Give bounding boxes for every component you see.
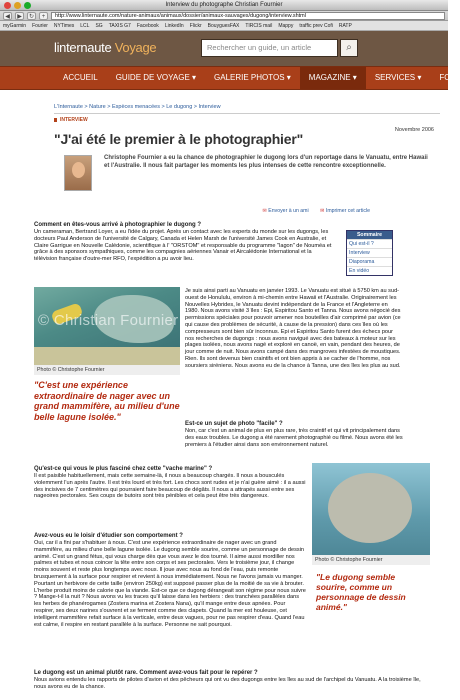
bookmark-item[interactable]: traffic prev Cofi <box>299 22 333 29</box>
nav-item-galerie[interactable]: GALERIE PHOTOS ▾ <box>214 73 291 82</box>
nav-item-accueil[interactable]: ACCUEIL <box>63 73 98 82</box>
bookmarks-bar <box>0 21 448 31</box>
sommaire-item[interactable]: En vidéo <box>347 266 392 275</box>
bookmark-item[interactable]: myGarmin <box>3 22 27 29</box>
breadcrumb-item[interactable]: L'Internaute <box>54 104 83 110</box>
sommaire-box <box>346 230 393 276</box>
dugong-photo <box>312 463 430 555</box>
nav-item-guide[interactable]: GUIDE DE VOYAGE ▾ <box>115 73 197 82</box>
breadcrumb-item[interactable]: Interview <box>198 104 221 110</box>
section-5 <box>34 670 434 691</box>
bookmark-item[interactable]: Facebook <box>136 22 159 29</box>
window-title: Interview du photographe Christian Fournier <box>165 2 283 8</box>
bookmark-item[interactable]: RATP <box>338 22 352 29</box>
pull-quote: "C'est une expérience extraordinaire de nager avec un grand mammifère, au milieu d'une belle lagune isolée." <box>34 380 180 422</box>
answer: Nous avions entendu les rapports de pilotes d'avion et des pêcheurs qui ont vu des dugongs entre les îles au sud de l'archipel du Vanuatu. A la troisième île, nous avons eu de la chance. <box>34 677 421 690</box>
nav-item-more[interactable]: FO <box>439 73 451 82</box>
bookmark-item[interactable]: SG <box>95 22 103 29</box>
photo-caption: Photo © Christophe Fournier <box>34 365 180 375</box>
minimize-window-icon[interactable] <box>14 2 21 9</box>
question: Est-ce un sujet de photo "facile" ? <box>185 421 283 427</box>
answer: Non, car c'est un animal de plus en plus rare, très craintif et qui vit principalement dans des eaux troubles. Le dugong a été rarement photographié ou filmé. Nous avons été les premiers à l'étudier ainsi dans son environnement naturel. <box>185 428 403 448</box>
section-1b <box>185 288 403 370</box>
bookmark-item[interactable]: NYTimes <box>53 22 75 29</box>
add-icon[interactable]: + <box>39 12 48 20</box>
intro-box <box>54 155 440 191</box>
section-1 <box>34 222 334 263</box>
answer: Il est paisible habituellement, mais cette semaine-là, il nous a beaucoup chargés. Il nous a bousculés violemment l'un après l'autre. Il est très lourd et très fort. Les chocs sont rudes et je n'ai guère aimé : il a aussi des incisives de 7 centimètres qui pourraient faire beaucoup de dégâts. Il nous a attrapés aussi entre ses nageoires pectorales. Ses coups de butoirs sont très pénibles et cela peut être très dangereux. <box>34 473 306 500</box>
close-window-icon[interactable] <box>4 2 11 9</box>
section-tag: INTERVIEW <box>54 117 440 123</box>
question: Comment en êtes-vous arrivé à photographier le dugong ? <box>34 222 202 228</box>
print-link[interactable]: ✉ Imprimer cet article <box>320 208 370 214</box>
answer: Oui, car il a fini par s'habituer à nous. C'est une expérience extraordinaire de nager avec un grand mammifère, au milieu d'une belle lagune isolée. Le dugong semble sourire, comme un personnage de dessin animé. C'est un grand fétus, qui vous charge dès que vous avez le dos tourné. Il aime aussi mordiller nos palmes et tubes et nous coincer la tête entre son corps et ses pectorales. Vers le troisième jour, il change moins souvent et reste plus longtemps avec nous. Il joue avec nous au fond de l'eau, puis remonte brusquement à la surface pour respirer et revient à nous immédiatement. Nous ne l'avons jamais vu manger. Pourtant un herbivore de cette taille (environ 250kg) est supposé passer plus de la moitié de sa vie à brouter. L'herbe produit moins de calorie que la viande. Est-ce que ce dugong dérangeait son régime pour nous suivre ? Mange-t-il la nuit ? Nous avons vu les traces qu'il laisse dans les herbiers : des tranchées parallèles dans les herbes de phanérogames (Zostera marina et Zostera Nana), qu'il mange entre deux apnées. Pour respirer, ses deux narines s'ouvrent et se ferment comme des clapets. Quand la mer est houleuse, cet intelligent mammifère refait surface à la verticale, entre deux vagues, pour ne pas respirer d'eau. Quand l'eau est calme, il respire en restant parallèle à la surface. Personne ne sait pourquoi. <box>34 540 306 628</box>
sommaire-item[interactable]: Diaporama <box>347 257 392 266</box>
window-titlebar <box>0 0 448 11</box>
article-title: "J'ai été le premier à le photographier" <box>54 131 304 147</box>
diver-dugong-photo <box>34 287 180 365</box>
article-tools <box>54 208 370 214</box>
bookmark-item[interactable]: TIRCIS mail <box>245 22 273 29</box>
email-link[interactable]: ✉ Envoyer à un ami <box>262 208 308 214</box>
divider <box>54 113 440 114</box>
question: Qu'est-ce qui vous le plus fasciné chez cette "vache marine" ? <box>34 466 213 472</box>
browser-toolbar <box>0 11 448 21</box>
bookmark-item[interactable]: TAXIS G7 <box>108 22 131 29</box>
nav-item-magazine[interactable]: MAGAZINE ▾ <box>300 67 366 89</box>
address-bar[interactable]: http://www.linternaute.com/nature-animaux/animaux/dossier/animaux-sauvages/dugong/interview.shtml <box>51 12 445 20</box>
section-4 <box>34 533 306 628</box>
bookmark-item[interactable]: Fourier <box>32 22 48 29</box>
article-date: Novembre 2006 <box>394 127 434 133</box>
author-portrait <box>64 155 92 191</box>
window-controls[interactable] <box>4 2 31 9</box>
section-2 <box>185 421 403 448</box>
bookmark-item[interactable]: LCL <box>80 22 90 29</box>
answer: Je suis ainsi parti au Vanuatu en janvier 1993. Le Vanuatu est situé à 5750 km au sud-ouest de Honululu, environ à mi-chemin entre Hawaii et l'Australie. Originairement les Nouvelles Hybrides, le Vanuatu devint indépendant de la France et l'Angleterre en 1980. Nous avons visité 3 îles : Epi, Espiritou Santo et Tanna. Nous avons négocié des permissions spéciales pour pouvoir amener nos bouteilles d'air comprimé par avion (ce qui cause des problèmes de sécurité, à cause de la pression) dans ces îles où les compresseurs sont bien sûr inconnus. Epi et Espiritou Santo furent des échecs pour nos recherches de dugongs : nous avons navigué avec des bateaux à moteur sur les plages isolées, nous avons nagé et exploré en canoë, en vain, pendant des heures, de jour comme de nuit. Nous avons campé dans des mangroves infestées de moustiques. Rien. Ils sont devenus bien craintifs et ont bien appris à se cacher de l'homme, nos soursiers siréniens. Nous avons eu de la chance à Tanna, une des îles les plus au sud. <box>185 288 401 369</box>
question: Avez-vous eu le loisir d'étudier son comportement ? <box>34 533 183 539</box>
watermark: © Christian Fournier <box>38 312 179 329</box>
section-3 <box>34 466 306 500</box>
forward-icon[interactable]: ▶ <box>15 12 24 20</box>
main-nav <box>0 66 451 90</box>
question: Le dugong est un animal plutôt rare. Comment avez-vous fait pour le repérer ? <box>34 670 258 676</box>
nav-item-services[interactable]: SERVICES ▾ <box>374 73 422 82</box>
bookmark-item[interactable]: LinkedIn <box>164 22 184 29</box>
answer: Un cameraman, Bertrand Loyer, a eu l'idée du projet. Après un contact avec les experts du monde sur les dugongs, les docteurs Paul Anderson de l'université de Calgary, Canada et Helen Marsh de l'université James Cook en Australie, et Claire Garrigue en Nouvelle Calédonie, scientifique à l' "ORSTOM" et responsable du programme "lagon" de Nouméa et grâce à des sponsors sympathiques, comme les compagnies aériennes Vanair et Aircalédonie International et la télévision française d'outre-mer RFO, l'expédition a pu avoir lieu. <box>34 229 332 263</box>
pull-quote: "Le dugong semble sourire, comme un personnage de dessin animé." <box>316 572 406 612</box>
photo-caption: Photo © Christophe Fournier <box>312 555 430 565</box>
sommaire-item[interactable]: Interview <box>347 248 392 257</box>
sommaire-title: Sommaire <box>347 231 392 239</box>
bookmark-item[interactable]: Mappy <box>278 22 294 29</box>
sommaire-item[interactable]: Qui est-il ? <box>347 239 392 248</box>
article-container <box>54 100 440 214</box>
bookmark-item[interactable]: BouyguesFAX <box>207 22 240 29</box>
search-input[interactable]: Rechercher un guide, un article <box>201 39 338 57</box>
zoom-window-icon[interactable] <box>24 2 31 9</box>
breadcrumb-item[interactable]: Nature <box>89 104 106 110</box>
back-icon[interactable]: ◀ <box>3 12 12 20</box>
reload-icon[interactable]: ↻ <box>28 13 35 20</box>
article-intro: Christophe Fournier a eu la chance de photographier le dugong lors d'un reportage dans le Vanuatu, entre Hawaii et l'Australie. Il nous fait partager les moments les plus intenses de cette rencontre exceptionnelle. <box>104 155 428 169</box>
breadcrumb-item[interactable]: Espèces menacées <box>111 104 160 110</box>
bookmark-item[interactable]: Flickr <box>189 22 202 29</box>
breadcrumb: L'Internaute > Nature > Espèces menacées > Le dugong > Interview <box>54 104 221 110</box>
breadcrumb-item[interactable]: Le dugong <box>166 104 193 110</box>
site-header <box>0 31 448 66</box>
search-icon[interactable]: ⌕ <box>340 39 358 57</box>
site-logo[interactable]: linternaute Voyage <box>54 40 157 55</box>
